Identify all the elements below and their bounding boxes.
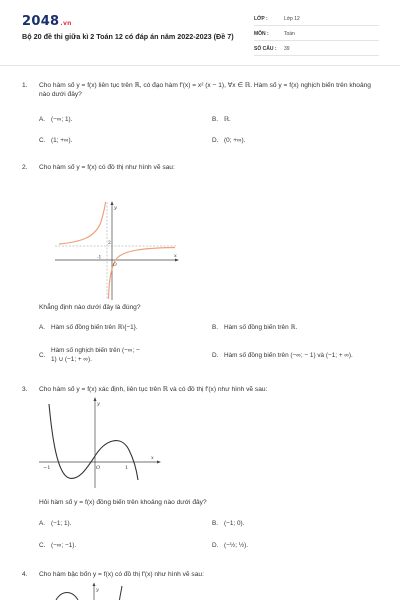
option-text: Hàm số nghịch biến trên (−∞; − 1) ∪ (−1; + ∞). xyxy=(51,347,140,363)
q2-minus-one-label: -1 xyxy=(97,255,102,261)
q2-origin-label: O xyxy=(113,263,117,268)
option-text: (−1; 0). xyxy=(224,520,245,527)
site-logo[interactable] xyxy=(22,14,72,29)
option-label: C. xyxy=(39,352,46,359)
question-3 xyxy=(22,385,268,394)
question-1 xyxy=(22,81,371,98)
logo-text: 2048 xyxy=(22,14,60,29)
question-text: Cho hàm bậc bốn y = f(x) có đồ thị f′(x) như hình vẽ sau: xyxy=(39,571,204,578)
q2-option-b[interactable] xyxy=(212,324,298,333)
q2-question: Khẳng định nào dưới đây là đúng? xyxy=(39,304,141,311)
info-subject-value: Toán xyxy=(284,31,295,37)
q3-minus-one-label: −1 xyxy=(43,465,51,471)
q4-graph-partial xyxy=(48,582,138,600)
q3-origin-label: O xyxy=(96,465,101,471)
info-grade-label: LỚP : xyxy=(254,16,268,22)
option-label: B. xyxy=(212,116,219,123)
q1-option-b[interactable] xyxy=(212,116,231,125)
question-2 xyxy=(22,163,175,172)
q3-question: Hỏi hàm số y = f(x) đồng biến trên khoảng nào dưới đây? xyxy=(39,499,207,506)
q1-option-a[interactable] xyxy=(39,116,73,125)
question-number: 2. xyxy=(22,164,28,171)
document-title: Bộ 20 đề thi giữa kì 2 Toán 12 có đáp án năm 2022-2023 (Đề 7) xyxy=(22,32,234,41)
info-subject xyxy=(254,29,379,41)
info-count-value: 39 xyxy=(284,46,290,52)
option-text: Hàm số đồng biến trên (−∞; − 1) và (−1; + ∞). xyxy=(224,352,353,359)
q1-option-d[interactable] xyxy=(212,137,246,146)
option-text: Hàm số đồng biến trên ℝ. xyxy=(224,324,298,331)
option-label: A. xyxy=(39,324,46,331)
question-text: Cho hàm số y = f(x) liên tục trên ℝ, có đạo hàm f′(x) = x² (x − 1), ∀x ∈ ℝ. Hàm số y = f(x) nghịch biến trên khoảng nào dưới đây? xyxy=(39,82,371,98)
question-number: 1. xyxy=(22,82,28,89)
option-label: B. xyxy=(212,324,219,331)
option-text: (0; +∞). xyxy=(224,137,246,144)
option-label: D. xyxy=(212,542,219,549)
info-count-label: SỐ CÂU : xyxy=(254,46,277,52)
option-label: A. xyxy=(39,116,46,123)
q3-option-b[interactable] xyxy=(212,520,245,529)
option-text: (−∞; 1). xyxy=(51,116,73,123)
option-text: (1; +∞). xyxy=(51,137,73,144)
info-count xyxy=(254,44,379,56)
question-text: Cho hàm số y = f(x) có đồ thị như hình vẽ sau: xyxy=(39,164,175,171)
question-number: 4. xyxy=(22,571,28,578)
question-text: Cho hàm số y = f(x) xác định, liên tục trên ℝ và có đồ thị f′(x) như hình vẽ sau: xyxy=(39,386,268,393)
option-label: D. xyxy=(212,352,219,359)
option-text: (−∞; −1). xyxy=(51,542,77,549)
q3-one-label: 1 xyxy=(125,465,129,471)
q3-option-a[interactable] xyxy=(39,520,72,529)
option-text: Hàm số đồng biến trên ℝ\{−1}. xyxy=(51,324,138,331)
option-text: ℝ. xyxy=(224,116,231,123)
option-text: (−½; ½). xyxy=(224,542,248,549)
question-4 xyxy=(22,570,204,579)
q2-y-label: y xyxy=(114,205,117,211)
option-label: B. xyxy=(212,520,219,527)
option-text: (−1; 1). xyxy=(51,520,72,527)
info-grade xyxy=(254,14,379,26)
q3-y-label: y xyxy=(97,401,100,407)
info-subject-label: MÔN : xyxy=(254,31,269,37)
option-label: C. xyxy=(39,542,46,549)
q2-x-label: x xyxy=(174,253,177,259)
logo-suffix: .vn xyxy=(60,20,72,27)
q3-x-label: x xyxy=(151,455,154,461)
q3-option-d[interactable] xyxy=(212,542,248,551)
q4-y-label: y xyxy=(96,587,99,593)
q2-option-d[interactable] xyxy=(212,352,353,361)
q2-graph xyxy=(55,200,180,300)
option-label: D. xyxy=(212,137,219,144)
q2-option-c[interactable] xyxy=(39,347,140,363)
question-number: 3. xyxy=(22,386,28,393)
document-header xyxy=(0,0,400,66)
q3-graph xyxy=(39,396,164,488)
option-label: A. xyxy=(39,520,46,527)
q2-two-label: 2 xyxy=(108,241,111,246)
option-label: C. xyxy=(39,137,46,144)
info-grade-value: Lớp 12 xyxy=(284,16,300,22)
q1-option-c[interactable] xyxy=(39,137,73,146)
q3-option-c[interactable] xyxy=(39,542,77,551)
q2-option-a[interactable] xyxy=(39,324,138,333)
